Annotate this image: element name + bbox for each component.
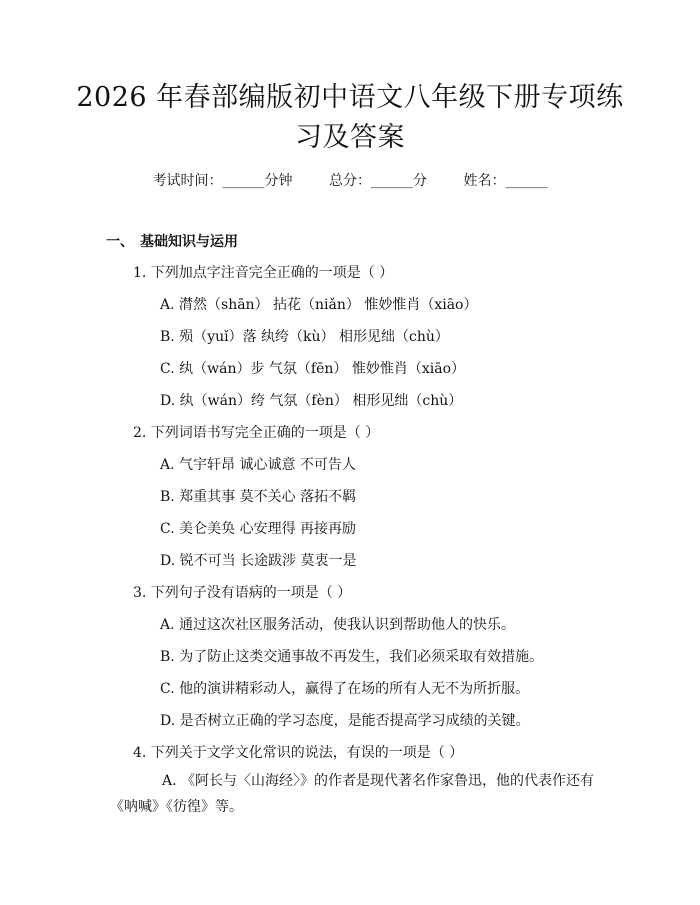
exam-meta xyxy=(0,170,700,190)
question-option: C. 美仑美奂 心安理得 再接再励 xyxy=(160,521,357,537)
question-option: B. 为了防止这类交通事故不再发生，我们必须采取有效措施。 xyxy=(160,649,544,665)
section-number: 一、 xyxy=(106,234,134,250)
question-stem: 3. 下列句子没有语病的一项是（ ） xyxy=(133,585,352,601)
exam-name: 姓名：______ xyxy=(463,173,548,189)
question-option: B. 郑重其事 莫不关心 落拓不羁 xyxy=(160,489,357,505)
question-option: C. 纨（wán）步 气氛（fēn） 惟妙惟肖（xiāo） xyxy=(160,361,465,377)
question-stem: 2. 下列词语书写完全正确的一项是（ ） xyxy=(133,425,380,441)
question-option: D. 纨（wán）绔 气氛（fèn） 相形见绌（chù） xyxy=(160,393,463,409)
question-option: D. 是否树立正确的学习态度，是能否提高学习成绩的关键。 xyxy=(160,713,530,729)
document-title xyxy=(60,78,640,158)
exam-score: 总分：______分 xyxy=(329,173,427,189)
question-option: D. 锐不可当 长途跋涉 莫衷一是 xyxy=(160,553,357,569)
title-line-2: 习及答案 xyxy=(295,122,405,153)
question-option: B. 殒（yuǐ）落 纨绔（kù） 相形见绌（chù） xyxy=(160,329,449,345)
question-option: A. 《阿长与〈山海经〉》的作者是现代著名作家鲁迅，他的代表作还有《呐喊》《彷徨》等。 xyxy=(110,773,595,815)
question-stem: 4. 下列关于文学文化常识的说法，有误的一项是（ ） xyxy=(133,745,464,761)
section-title: 基础知识与运用 xyxy=(140,234,238,250)
question-option: C. 他的演讲精彩动人，赢得了在场的所有人无不为所折服。 xyxy=(160,681,530,697)
section-heading xyxy=(106,231,238,251)
question-stem: 1. 下列加点字注音完全正确的一项是（ ） xyxy=(133,265,394,281)
title-line-1: 2026 年春部编版初中语文八年级下册专项练 xyxy=(76,82,624,113)
question-option: A. 气宇轩昂 诚心诚意 不可告人 xyxy=(160,457,356,473)
exam-time: 考试时间：______分钟 xyxy=(152,173,293,189)
question-option: A. 通过这次社区服务活动，使我认识到帮助他人的快乐。 xyxy=(160,617,516,633)
question-option: A. 潸然（shān） 拈花（niǎn） 惟妙惟肖（xiāo） xyxy=(160,297,478,313)
